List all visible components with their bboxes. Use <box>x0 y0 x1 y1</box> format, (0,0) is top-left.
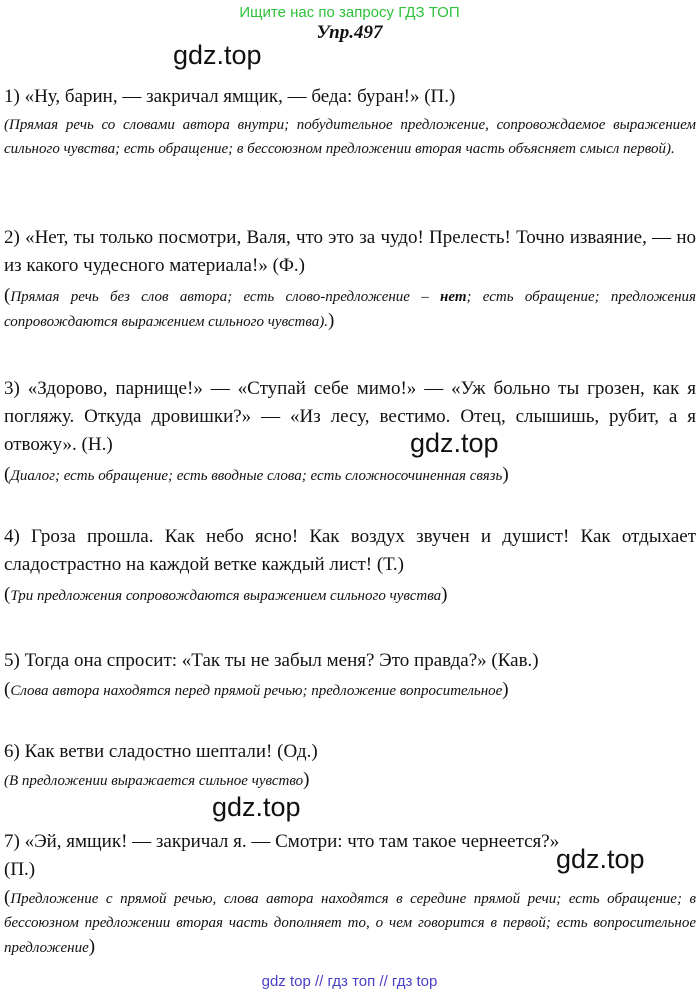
note-2-bold: нет <box>440 289 467 305</box>
sentence-6: 6) Как ветви сладостно шептали! (Од.) <box>4 741 318 762</box>
footer-links[interactable]: gdz top // гдз топ // гдз top <box>261 973 438 990</box>
note-6: (В предложении выражается сильное чувство) <box>4 769 310 790</box>
sentence-1: 1) «Ну, барин, — закричал ямщик, — беда: буран!» (П.) <box>4 86 456 107</box>
watermark: gdz.top <box>556 844 645 874</box>
item-1 <box>4 83 696 161</box>
item-4 <box>4 523 696 608</box>
note-5: (Слова автора находятся перед прямой речью; предложение вопросительное) <box>4 679 509 700</box>
watermark: gdz.top <box>410 428 499 458</box>
item-3 <box>4 375 696 488</box>
item-5 <box>4 647 696 703</box>
search-hint-link[interactable]: Ищите нас по запросу ГДЗ ТОП <box>239 4 460 21</box>
note-2: (Прямая речь без слов автора; есть слово-предложение – нет; есть обращение; предложения сопровождаются выражением сильного чувства).) <box>4 285 696 331</box>
note-3: (Диалог; есть обращение; есть вводные слова; есть сложносочиненная связь) <box>4 464 509 485</box>
note-2-text-a: Прямая речь без слов автора; есть слово-предложение – <box>10 289 441 305</box>
note-6-text: В предложении выражается сильное чувство <box>9 773 304 789</box>
note-4: (Три предложения сопровождаются выражением сильного чувства) <box>4 584 448 605</box>
note-1: (Прямая речь со словами автора внутри; побудительное предложение, сопровождаемое выражением сильного чувства; есть обращение; в бессоюзном предложении вторая часть объясняет смысл первой). <box>4 117 696 157</box>
note-7-text: Предложение с прямой речью, слова автора находятся в середине прямой речи; есть обращение; в бессоюзном предложении вторая часть дополняет то, о чем говорится в первой; есть вопросительное предложение <box>4 891 696 956</box>
item-2 <box>4 224 696 334</box>
note-4-text: Три предложения сопровождаются выражением сильного чувства <box>10 588 442 604</box>
note-3-text: Диалог; есть обращение; есть вводные слова; есть сложносочиненная связь <box>10 468 503 484</box>
note-2-text-b: ; есть обращение; предложения сопровождаются выражением сильного чувства). <box>4 289 696 330</box>
sentence-4: 4) Гроза прошла. Как небо ясно! Как воздух звучен и душист! Как отдыхает сладострастно на каждой ветке каждый лист! (Т.) <box>4 526 696 575</box>
item-6 <box>4 738 696 793</box>
note-5-text: Слова автора находятся перед прямой речью; предложение вопросительное <box>10 683 503 699</box>
note-7: (Предложение с прямой речью, слова автора находятся в середине прямой речи; есть обращение; в бессоюзном предложении вторая часть дополняет то, о чем говорится в первой; есть вопросительное предложение) <box>4 887 696 957</box>
sentence-5: 5) Тогда она спросит: «Так ты не забыл меня? Это правда?» (Кав.) <box>4 650 539 671</box>
sentence-7: 7) «Эй, ямщик! — закричал я. — Смотри: что там такое чернеется?» (П.) <box>4 831 560 880</box>
watermark: gdz.top <box>212 792 301 822</box>
sentence-2: 2) «Нет, ты только посмотри, Валя, что это за чудо! Прелесть! Точно изваяние, — но из какого чудесного материала!» (Ф.) <box>4 227 696 276</box>
exercise-title: Упр.497 <box>316 22 383 43</box>
sentence-3: 3) «Здорово, парнище!» — «Ступай себе мимо!» — «Уж больно ты грозен, как я погляжу. Откуда дровишки?» — «Из лесу, вестимо. Отец, слышишь, рубит, а я отвожу». (Н.) <box>4 378 696 455</box>
watermark: gdz.top <box>173 40 262 70</box>
note-1-text: Прямая речь со словами автора внутри; побудительное предложение, сопровождаемое выражением сильного чувства; есть обращение; в бессоюзном предложении вторая часть объясняет смысл первой). <box>4 117 696 157</box>
